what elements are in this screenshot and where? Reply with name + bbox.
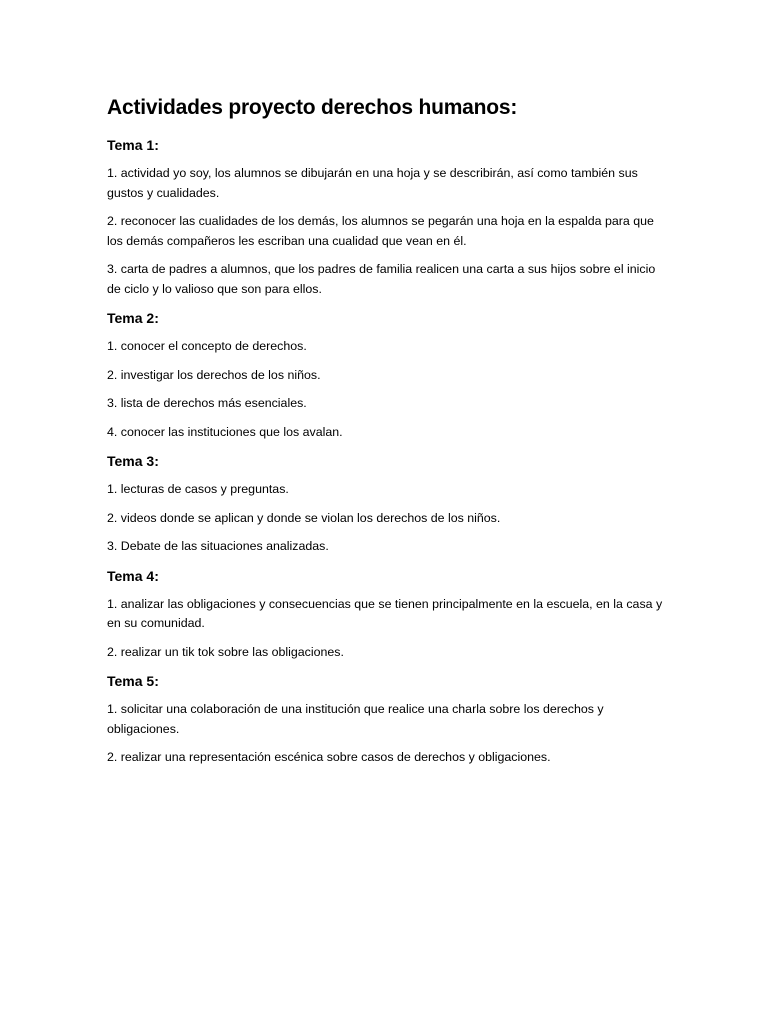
list-item: 1. lecturas de casos y preguntas. [107,482,289,496]
section-heading: Tema 2: [107,310,159,326]
list-item: 3. carta de padres a alumnos, que los padres de familia realicen una carta a sus hijos sobre el inicio de ciclo y lo valioso que son para ellos. [107,262,656,296]
list-item: 2. videos donde se aplican y donde se violan los derechos de los niños. [107,510,501,525]
section-tema-5 [107,671,668,768]
list-item: 2. investigar los derechos de los niños. [107,367,321,382]
list-item: 1. analizar las obligaciones y consecuencias que se tienen principalmente en la escuela, en la casa y en su comunidad. [107,596,663,630]
list-item: 1. conocer el concepto de derechos. [107,339,307,353]
section-tema-3 [107,451,668,557]
list-item: 1. solicitar una colaboración de una institución que realice una charla sobre los derechos y obligaciones. [107,702,604,736]
list-item: 1. actividad yo soy, los alumnos se dibujarán en una hoja y se describirán, así como también sus gustos y cualidades. [107,166,638,200]
document-title: Actividades proyecto derechos humanos: [107,96,518,119]
list-item: 2. realizar una representación escénica sobre casos de derechos y obligaciones. [107,750,551,764]
list-item: 3. lista de derechos más esenciales. [107,396,307,410]
section-heading: Tema 5: [107,673,159,689]
section-tema-4 [107,566,668,663]
section-heading: Tema 3: [107,453,159,469]
list-item: 2. realizar un tik tok sobre las obligaciones. [107,644,344,659]
section-heading: Tema 1: [107,137,159,153]
section-heading: Tema 4: [107,567,159,584]
list-item: 4. conocer las instituciones que los avalan. [107,424,343,439]
list-item: 2. reconocer las cualidades de los demás, los alumnos se pegarán una hoja en la espalda para que los demás compañeros les escriban una cualidad que vean en él. [107,214,654,248]
section-tema-1 [107,135,668,299]
section-tema-2 [107,308,668,442]
list-item: 3. Debate de las situaciones analizadas. [107,539,329,553]
